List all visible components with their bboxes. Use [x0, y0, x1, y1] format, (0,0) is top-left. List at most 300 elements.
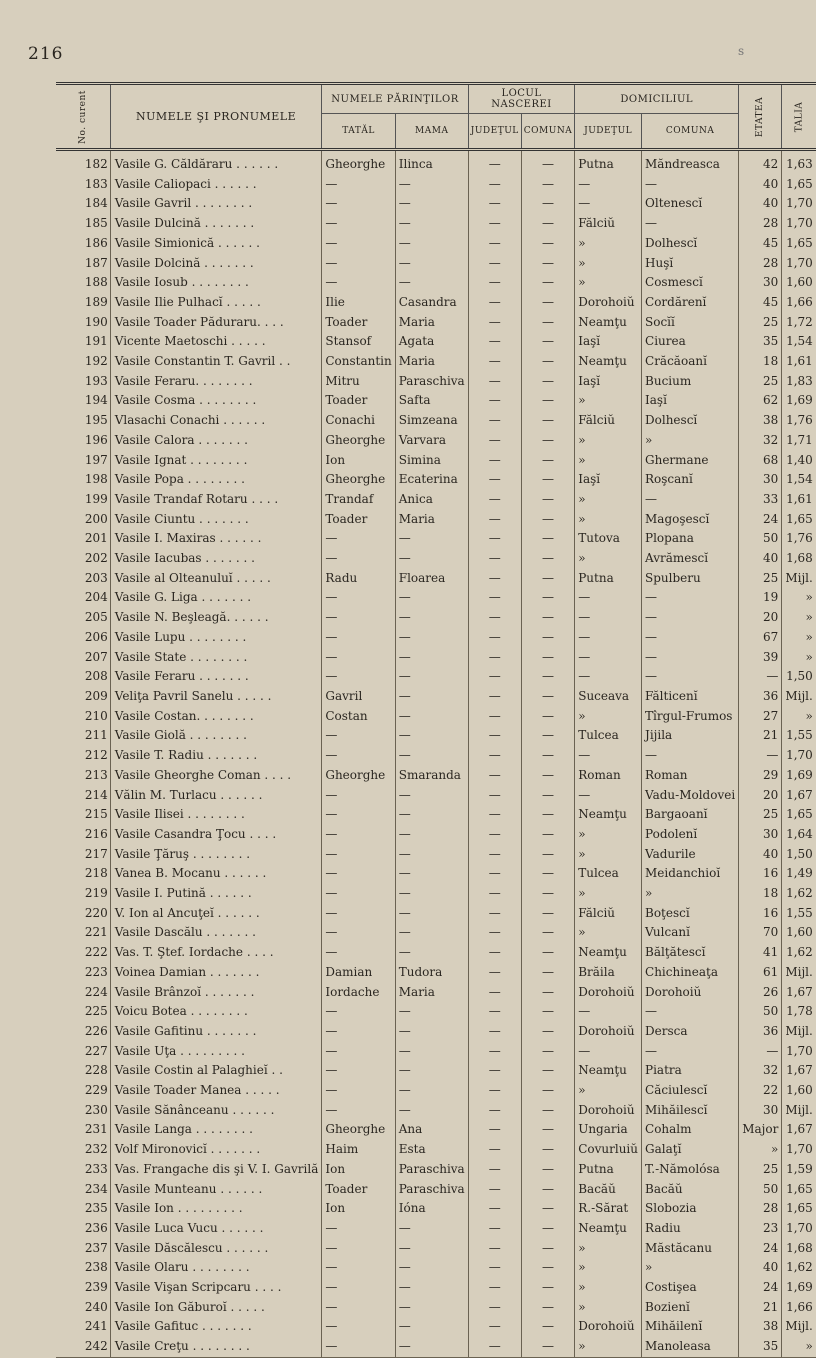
birth-commune: —: [521, 194, 574, 214]
entry-number: 230: [84, 1102, 108, 1117]
domicile-commune: T.-Nămolósa: [642, 1160, 739, 1180]
father-name: Gavril: [322, 687, 395, 707]
father-name: —: [322, 254, 395, 274]
entry-number: 202: [84, 551, 108, 566]
birth-commune: —: [521, 805, 574, 825]
father-name: Ilie: [322, 293, 395, 313]
entry-name: Vasile Iosub . . . . . . . .: [110, 273, 322, 293]
entry-name: Voicu Botea . . . . . . . .: [110, 1002, 322, 1022]
entry-number: 220: [84, 905, 108, 920]
entry-number: 233: [84, 1161, 108, 1176]
table-row: [56, 766, 816, 786]
height: 1,70: [782, 1042, 816, 1062]
age: 45: [739, 293, 782, 313]
age: 67: [739, 628, 782, 648]
table-row: [56, 273, 816, 293]
header-bp-commune: COMUNA: [521, 114, 574, 150]
header-birthplace: LOCUL NASCEREI: [468, 84, 575, 114]
age: 29: [739, 766, 782, 786]
entry-number: 236: [84, 1220, 108, 1235]
entry-number: 222: [84, 945, 108, 960]
entry-name: Vasile Casandra Ţocu . . . .: [110, 825, 322, 845]
mother-name: —: [395, 214, 468, 234]
domicile-commune: —: [642, 490, 739, 510]
domicile-county: —: [575, 1042, 642, 1062]
birth-commune: —: [521, 746, 574, 766]
birth-county: —: [468, 194, 521, 214]
birth-commune: —: [521, 608, 574, 628]
age: 24: [739, 510, 782, 530]
table-row: [56, 150, 816, 175]
entry-name: Vasile Dolcină . . . . . . .: [110, 254, 322, 274]
birth-commune: —: [521, 1278, 574, 1298]
mother-name: —: [395, 726, 468, 746]
birth-county: —: [468, 864, 521, 884]
domicile-commune: Plopana: [642, 529, 739, 549]
father-name: Mitru: [322, 372, 395, 392]
entry-number: 215: [84, 807, 108, 822]
birth-county: —: [468, 1042, 521, 1062]
birth-county: —: [468, 1180, 521, 1200]
birth-county: —: [468, 1160, 521, 1180]
age: 30: [739, 273, 782, 293]
domicile-county: —: [575, 746, 642, 766]
domicile-commune: Crăcăoanĭ: [642, 352, 739, 372]
father-name: —: [322, 1239, 395, 1259]
header-mother: MAMA: [395, 114, 468, 150]
father-name: —: [322, 1061, 395, 1081]
header-father: TATĂL: [322, 114, 395, 150]
header-domicile: DOMICILIUL: [575, 84, 739, 114]
birth-commune: —: [521, 549, 574, 569]
table-row: [56, 254, 816, 274]
entry-number: 200: [84, 511, 108, 526]
birth-county: —: [468, 431, 521, 451]
entry-name: Vasile Dăscălescu . . . . . .: [110, 1239, 322, 1259]
entry-number: 182: [84, 157, 108, 171]
father-name: Damian: [322, 963, 395, 983]
table-row: [56, 687, 816, 707]
age: 25: [739, 372, 782, 392]
entry-name: Vasile Vişan Scripcaru . . . .: [110, 1278, 322, 1298]
birth-county: —: [468, 490, 521, 510]
mother-name: —: [395, 805, 468, 825]
mother-name: —: [395, 687, 468, 707]
father-name: —: [322, 1101, 395, 1121]
entry-number: 205: [84, 610, 108, 625]
height: 1,76: [782, 529, 816, 549]
entry-number: 191: [84, 334, 108, 349]
domicile-commune: —: [642, 667, 739, 687]
birth-commune: —: [521, 1081, 574, 1101]
father-name: Ion: [322, 1160, 395, 1180]
birth-county: —: [468, 608, 521, 628]
entry-name: Vasile Luca Vucu . . . . . .: [110, 1219, 322, 1239]
entry-name: Vasile Ion Găburoĭ . . . . .: [110, 1298, 322, 1318]
domicile-county: Neamţu: [575, 805, 642, 825]
entry-name: Vălin M. Turlacu . . . . . .: [110, 786, 322, 806]
birth-commune: —: [521, 1219, 574, 1239]
father-name: —: [322, 1298, 395, 1318]
father-name: Constantin: [322, 352, 395, 372]
birth-county: —: [468, 884, 521, 904]
entry-name: Vasile State . . . . . . . .: [110, 648, 322, 668]
height: 1,69: [782, 766, 816, 786]
mother-name: —: [395, 864, 468, 884]
age: 21: [739, 726, 782, 746]
domicile-commune: Cordărenĭ: [642, 293, 739, 313]
entry-number: 201: [84, 531, 108, 546]
birth-commune: —: [521, 766, 574, 786]
entry-name: Vasile I. Putină . . . . . .: [110, 884, 322, 904]
domicile-county: Iaşĭ: [575, 372, 642, 392]
entry-number: 192: [84, 354, 108, 369]
entry-name: Vasile Calora . . . . . . .: [110, 431, 322, 451]
mother-name: —: [395, 904, 468, 924]
entry-name: Vasile Costin al Palaghieĭ . .: [110, 1061, 322, 1081]
birth-commune: —: [521, 923, 574, 943]
domicile-county: »: [575, 254, 642, 274]
age: 45: [739, 234, 782, 254]
mother-name: Casandra: [395, 293, 468, 313]
height: 1,69: [782, 1278, 816, 1298]
domicile-county: Neamţu: [575, 313, 642, 333]
mother-name: Agata: [395, 332, 468, 352]
father-name: Haim: [322, 1140, 395, 1160]
birth-commune: —: [521, 352, 574, 372]
table-row: [56, 391, 816, 411]
birth-county: —: [468, 805, 521, 825]
height: 1,60: [782, 1081, 816, 1101]
entry-number: 219: [84, 886, 108, 901]
birth-commune: —: [521, 214, 574, 234]
domicile-county: —: [575, 608, 642, 628]
age: 25: [739, 805, 782, 825]
entry-number: 203: [84, 570, 108, 585]
header-nr: No. curent: [56, 84, 110, 150]
birth-commune: —: [521, 273, 574, 293]
birth-county: —: [468, 963, 521, 983]
domicile-county: —: [575, 175, 642, 195]
birth-county: —: [468, 687, 521, 707]
domicile-county: —: [575, 628, 642, 648]
table-row: [56, 1258, 816, 1278]
birth-commune: —: [521, 884, 574, 904]
height: 1,49: [782, 864, 816, 884]
height: 1,40: [782, 451, 816, 471]
mother-name: —: [395, 1081, 468, 1101]
register-table: [56, 82, 816, 1358]
age: 16: [739, 864, 782, 884]
entry-name: Vasile Trandaf Rotaru . . . .: [110, 490, 322, 510]
age: —: [739, 667, 782, 687]
mother-name: Simina: [395, 451, 468, 471]
domicile-commune: Mihăilenĭ: [642, 1317, 739, 1337]
birth-county: —: [468, 904, 521, 924]
age: 35: [739, 1337, 782, 1357]
height: 1,65: [782, 510, 816, 530]
height: 1,70: [782, 1219, 816, 1239]
entry-number: 204: [84, 590, 108, 605]
father-name: —: [322, 628, 395, 648]
mother-name: —: [395, 254, 468, 274]
domicile-county: »: [575, 825, 642, 845]
table-row: [56, 529, 816, 549]
birth-county: —: [468, 254, 521, 274]
entry-name: Vasile Costan. . . . . . . .: [110, 707, 322, 727]
entry-name: Vasile G. Căldăraru . . . . . .: [110, 150, 322, 175]
birth-county: —: [468, 825, 521, 845]
domicile-commune: »: [642, 1258, 739, 1278]
age: 19: [739, 588, 782, 608]
birth-county: —: [468, 667, 521, 687]
father-name: Radu: [322, 569, 395, 589]
age: 50: [739, 1002, 782, 1022]
father-name: —: [322, 1317, 395, 1337]
birth-county: —: [468, 766, 521, 786]
domicile-county: Tulcea: [575, 726, 642, 746]
entry-name: Vasile Gafitinu . . . . . . .: [110, 1022, 322, 1042]
entry-number: 218: [84, 866, 108, 881]
birth-county: —: [468, 529, 521, 549]
height: 1,69: [782, 391, 816, 411]
height: 1,70: [782, 254, 816, 274]
entry-name: Vasile Ilie Pulhacĭ . . . . .: [110, 293, 322, 313]
birth-commune: —: [521, 1298, 574, 1318]
father-name: Iordache: [322, 983, 395, 1003]
father-name: Trandaf: [322, 490, 395, 510]
birth-commune: —: [521, 1042, 574, 1062]
mother-name: —: [395, 1258, 468, 1278]
father-name: —: [322, 825, 395, 845]
domicile-county: »: [575, 707, 642, 727]
entry-number: 231: [84, 1122, 108, 1137]
height: 1,67: [782, 786, 816, 806]
domicile-county: Neamţu: [575, 943, 642, 963]
entry-number: 242: [56, 1337, 110, 1357]
domicile-commune: Tîrgul-Frumos: [642, 707, 739, 727]
table-row: [56, 1002, 816, 1022]
table-row: [56, 825, 816, 845]
table-row: [56, 194, 816, 214]
domicile-commune: —: [642, 648, 739, 668]
header-height: TALIA: [782, 84, 816, 150]
domicile-commune: —: [642, 588, 739, 608]
entry-number: 183: [84, 176, 108, 191]
height: 1,62: [782, 943, 816, 963]
domicile-county: Neamţu: [575, 1219, 642, 1239]
mother-name: Ilinca: [395, 150, 468, 175]
birth-commune: —: [521, 1061, 574, 1081]
father-name: Gheorghe: [322, 470, 395, 490]
mother-name: Varvara: [395, 431, 468, 451]
entry-name: Vasile T. Radiu . . . . . . .: [110, 746, 322, 766]
mother-name: —: [395, 746, 468, 766]
domicile-county: Iaşĭ: [575, 332, 642, 352]
domicile-county: »: [575, 1081, 642, 1101]
entry-number: 214: [84, 787, 108, 802]
table-row: [56, 1239, 816, 1259]
domicile-county: —: [575, 667, 642, 687]
height: 1,60: [782, 923, 816, 943]
entry-number: 199: [84, 491, 108, 506]
entry-number: 238: [84, 1260, 108, 1275]
entry-number: 241: [84, 1319, 108, 1334]
birth-commune: —: [521, 943, 574, 963]
entry-number: 198: [84, 472, 108, 487]
entry-name: Vasile Lupu . . . . . . . .: [110, 628, 322, 648]
mother-name: Paraschiva: [395, 1180, 468, 1200]
age: 41: [739, 943, 782, 963]
entry-name: Voinea Damian . . . . . . .: [110, 963, 322, 983]
table-row: [56, 628, 816, 648]
age: 50: [739, 529, 782, 549]
entry-number: 207: [84, 649, 108, 664]
age: 32: [739, 431, 782, 451]
height: 1,61: [782, 490, 816, 510]
entry-name: Vasile G. Liga . . . . . . .: [110, 588, 322, 608]
domicile-commune: Magoşescĭ: [642, 510, 739, 530]
mother-name: —: [395, 529, 468, 549]
birth-commune: —: [521, 234, 574, 254]
table-row: [56, 864, 816, 884]
table-row: [56, 983, 816, 1003]
table-row: [56, 1317, 816, 1337]
domicile-commune: Manoleasa: [642, 1337, 739, 1357]
mother-name: —: [395, 549, 468, 569]
height: 1,50: [782, 845, 816, 865]
height: 1,70: [782, 746, 816, 766]
table-row: [56, 372, 816, 392]
header-names: NUMELE ŞI PRONUMELE: [110, 84, 322, 150]
domicile-county: Dorohoiŭ: [575, 983, 642, 1003]
birth-county: —: [468, 1061, 521, 1081]
age: »: [739, 1140, 782, 1160]
entry-name: Volf Mironovicĭ . . . . . . .: [110, 1140, 322, 1160]
entry-number: 237: [84, 1240, 108, 1255]
father-name: —: [322, 726, 395, 746]
domicile-county: Neamţu: [575, 1061, 642, 1081]
mother-name: —: [395, 1061, 468, 1081]
entry-name: Vasile Ignat . . . . . . . .: [110, 451, 322, 471]
father-name: Toader: [322, 1180, 395, 1200]
table-row: [56, 707, 816, 727]
domicile-county: »: [575, 923, 642, 943]
domicile-commune: Slobozia: [642, 1199, 739, 1219]
age: 40: [739, 175, 782, 195]
header-dom-county: JUDEŢUL: [575, 114, 642, 150]
mother-name: —: [395, 943, 468, 963]
birth-commune: —: [521, 1317, 574, 1337]
height: Mijl.: [782, 687, 816, 707]
birth-county: —: [468, 313, 521, 333]
birth-county: —: [468, 150, 521, 175]
domicile-commune: Dolhescĭ: [642, 411, 739, 431]
table-row: [56, 1160, 816, 1180]
table-row: [56, 1022, 816, 1042]
domicile-commune: Galaţĭ: [642, 1140, 739, 1160]
father-name: —: [322, 648, 395, 668]
birth-county: —: [468, 214, 521, 234]
birth-commune: —: [521, 864, 574, 884]
height: 1,76: [782, 411, 816, 431]
birth-commune: —: [521, 628, 574, 648]
mother-name: Safta: [395, 391, 468, 411]
father-name: —: [322, 549, 395, 569]
age: Major: [739, 1120, 782, 1140]
mother-name: —: [395, 825, 468, 845]
father-name: Costan: [322, 707, 395, 727]
father-name: —: [322, 746, 395, 766]
age: 28: [739, 214, 782, 234]
domicile-county: »: [575, 451, 642, 471]
entry-number: 187: [84, 255, 108, 270]
birth-county: —: [468, 1022, 521, 1042]
height: 1,65: [782, 175, 816, 195]
table-row: [56, 569, 816, 589]
domicile-commune: —: [642, 628, 739, 648]
birth-county: —: [468, 628, 521, 648]
table-row: [56, 667, 816, 687]
father-name: —: [322, 529, 395, 549]
birth-commune: —: [521, 150, 574, 175]
birth-commune: —: [521, 332, 574, 352]
entry-number: 221: [84, 925, 108, 940]
domicile-county: Dorohoiŭ: [575, 1101, 642, 1121]
entry-number: 235: [84, 1201, 108, 1216]
domicile-county: »: [575, 510, 642, 530]
table-row: [56, 943, 816, 963]
father-name: Gheorghe: [322, 1120, 395, 1140]
domicile-county: »: [575, 273, 642, 293]
father-name: —: [322, 805, 395, 825]
birth-commune: —: [521, 391, 574, 411]
domicile-county: »: [575, 391, 642, 411]
domicile-commune: Fălticenĭ: [642, 687, 739, 707]
height: 1,62: [782, 1258, 816, 1278]
height: 1,71: [782, 431, 816, 451]
birth-county: —: [468, 273, 521, 293]
age: 61: [739, 963, 782, 983]
entry-name: Vasile Caliopaci . . . . . .: [110, 175, 322, 195]
mother-name: —: [395, 1337, 468, 1357]
height: 1,65: [782, 234, 816, 254]
domicile-commune: Mihăilescĭ: [642, 1101, 739, 1121]
table-row: [56, 510, 816, 530]
age: 25: [739, 313, 782, 333]
age: 30: [739, 825, 782, 845]
mother-name: —: [395, 1239, 468, 1259]
birth-county: —: [468, 1101, 521, 1121]
mother-name: Ana: [395, 1120, 468, 1140]
mother-name: —: [395, 1042, 468, 1062]
birth-county: —: [468, 588, 521, 608]
father-name: —: [322, 845, 395, 865]
father-name: —: [322, 588, 395, 608]
age: 40: [739, 194, 782, 214]
height: 1,62: [782, 884, 816, 904]
mother-name: —: [395, 923, 468, 943]
domicile-commune: Podolenĭ: [642, 825, 739, 845]
height: 1,66: [782, 1298, 816, 1318]
header-age: ETATEA: [739, 84, 782, 150]
domicile-county: »: [575, 1278, 642, 1298]
entry-name: V. Ion al Ancuţeĭ . . . . . .: [110, 904, 322, 924]
entry-name: Vasile Brânzoĭ . . . . . . .: [110, 983, 322, 1003]
birth-commune: —: [521, 254, 574, 274]
domicile-county: Roman: [575, 766, 642, 786]
father-name: —: [322, 1278, 395, 1298]
